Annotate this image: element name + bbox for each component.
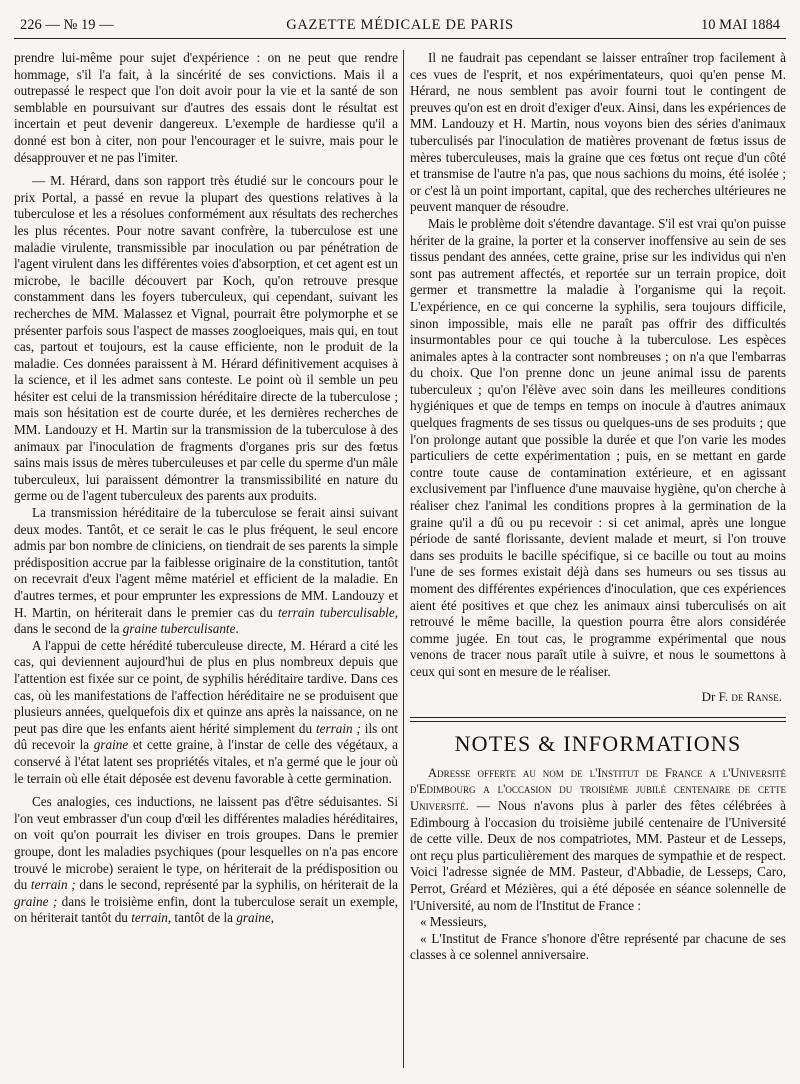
- news-item: Adresse offerte au nom de l'Institut de France a l'Université d'Edimbourg a l'occasion du troisième jubilé centenaire de cette Université. — Nous n'avons plus à parler des fêtes célébrées à Edimbourg à l'occasion du troisième jubilé centenaire de l'Université de cette ville. Deux de nos compatriotes, MM. Pasteur et de Lesseps, ont reçu plus particulièrement des marques de sympathie et de respect. Voici l'adresse signée de MM. Pasteur, d'Abbadie, de Lesseps, Caro, Perrot, Gréard et Mézières, qui a été déposée en séance solennelle de l'Université, au nom de l'Institut de France :: [410, 765, 786, 913]
- section-divider: [410, 717, 786, 718]
- quote-line: « Messieurs,: [420, 914, 487, 930]
- right-column: [410, 50, 786, 1072]
- column-divider: [403, 50, 404, 1068]
- left-column: [14, 50, 398, 1072]
- paragraph: Il ne faudrait pas cependant se laisser entraîner trop facilement à ces vues de l'esprit, et nos expérimentateurs, quoi qu'en pense M. Hérard, ne nous semblent pas avoir fourni tout le contingent de preuves qu'on est en droit d'exiger d'eux. Ainsi, dans les expériences de MM. Landouzy et H. Martin, nous voyons bien des séries d'animaux tuberculisés par l'inoculation de matières provenant de fœtus issus de mères tuberculeuses, mais la graine que ces fœtus ont reçue d'un côté et transmise de l'autre n'a pas, que nous sachions du moins, été isolée ; or c'est là un point important, capital, que des recherches ultérieures ne peuvent manquer de résoudre.: [410, 50, 786, 215]
- paragraph: A l'appui de cette hérédité tuberculeuse directe, M. Hérard a cité les cas, qui deviennent aujourd'hui de plus en plus nombreux depuis que l'attention est fixée sur ce point, de syphilis héréditaire tardive. Dans ces cas, où les manifestations de l'affection héréditaire ne se produisent que plusieurs années, quelquefois dix et quinze ans après la naissance, on ne peut pas dire que les enfants aient hérité simplement du terrain ; ils ont dû recevoir la graine et cette graine, à l'instar de celle des végétaux, a conservé à l'état latent ses propriétés vitales, et n'a germé que le jour où le terrain où elle était déposée est devenu favorable à cette germination.: [14, 637, 398, 786]
- quote-line: « L'Institut de France s'honore d'être représenté par chacune de ses classes à ce solennel anniversaire.: [410, 930, 786, 963]
- author-signature: Dr F. de Ranse.: [701, 688, 782, 704]
- page-header: [14, 16, 786, 39]
- journal-title: GAZETTE MÉDICALE DE PARIS: [286, 17, 514, 33]
- paragraph: prendre lui-même pour sujet d'expérience : on ne peut que rendre hommage, s'il l'a fait, à la sincérité de ses convictions. Mais il a outrepassé le respect que l'on doit avoir pour la vie et la santé de son semblable en poursuivant sur d'autres des essais dont le résultat est incertain et peut devenir dangereux. L'exemple de hardiesse qu'il a donné est bon à citer, non pour l'encourager et le suivre, mais pour le désapprouver et ne pas l'imiter.: [14, 50, 398, 165]
- news-item-heading: Adresse offerte au nom de l'Institut de France a l'Université d'Edimbourg a l'occasion du troisième jubilé centenaire de cette Université.: [410, 765, 786, 813]
- section-divider-thin: [410, 721, 786, 722]
- paragraph: La transmission héréditaire de la tuberculose se ferait ainsi suivant deux modes. Tantôt, et ce serait le cas le plus fréquent, le seul encore admis par bon nombre de cliniciens, on tiendrait de ses parents la simple prédisposition accrue par la faiblesse originaire de la constitution, tantôt on recevrait d'eux l'agent même matériel et efficient de la maladie. En d'autres termes, et pour emprunter les expressions de MM. Landouzy et H. Martin, on hériterait dans le premier cas du terrain tuberculisable, dans le second de la graine tuberculisante.: [14, 505, 398, 637]
- issue-date: 10 MAI 1884: [701, 17, 780, 33]
- paragraph: — M. Hérard, dans son rapport très étudié sur le concours pour le prix Portal, a passé en revue la plupart des questions relatives à la tuberculose et les a résolues conformément aux résultats des recherches les plus récentes. Pour notre savant confrère, la tuberculose est une maladie virulente, transmissible par inoculation ou par pénétration de l'agent virulent dans les différentes voies d'absorption, et cet agent est un microbe, le bacille découvert par Koch, qu'on retrouve presque constamment dans les foyers tuberculeux, qui cependant, suivant les recherches de MM. Malassez et Vignal, pourrait être polymorphe et se présenter parfois sous l'aspect de masses zoogloeiques, mais qui, en tout cas, partout et toujours, est la cause efficiente, non le produit de la maladie. Ces données paraissent à M. Hérard définitivement acquises à la science, et il les admet sans conteste. Le point où il semble un peu hésiter est celui de la transmission héréditaire directe de la tuberculose ; mais son hésitation est de courte durée, et les dernières recherches de MM. Landouzy et H. Martin sur la transmission de la tuberculose à des animaux par l'inoculation de fragments d'organes pris sur des fœtus sains mais issus de mères tuberculeuses et par celle du sperme d'un mâle tuberculeux, lui paraissent démontrer la transmissibilité en nature du germe ou de l'agent tuberculeux des parents aux produits.: [14, 173, 398, 504]
- section-title: NOTES & INFORMATIONS: [454, 731, 742, 757]
- paragraph: Ces analogies, ces inductions, ne laissent pas d'être séduisantes. Si l'on veut embrasser d'un coup d'œil les différentes maladies héréditaires, on voit qu'on pourrait les diviser en trois groupes. Dans le premier groupe, dont les maladies psychiques (pour lesquelles on n'a pas encore trouvé le microbe) seraient le type, on hériterait de la prédisposition ou du terrain ; dans le second, représenté par la syphilis, on hériterait de la graine ; dans le troisième enfin, dont la tuberculose serait un exemple, on hériterait tantôt du terrain, tantôt de la graine,: [14, 794, 398, 926]
- page-number: 226 — № 19 —: [20, 17, 114, 33]
- paragraph: Mais le problème doit s'étendre davantage. S'il est vrai qu'on puisse hériter de la graine, la porter et la conserver inoffensive au sein de ses tissus pendant des années, cette graine, prise sur les individus qui n'en sont pas autrement affectés, et reportée sur un terrain propice, doit germer et transmettre la maladie à l'organisme qui la reçoit. L'expérience, en ce qui concerne la syphilis, sera toujours difficile, sinon impossible, mais elle ne paraît pas offrir des difficultés insurmontables pour ce qui touche à la tuberculose. Les espèces animales aptes à la contracter sont nombreuses ; on n'a que l'embarras du choix. Que l'on prenne donc un jeune animal issu de parents tuberculeux ; qu'on l'élève avec soin dans les meilleures conditions hygiéniques et que de temps en temps on inocule à d'autres animaux quelques fragments de ses tissus ou quelques-uns de ses produits ; que l'on prolonge autant que possible la durée et que l'on varie les modes particuliers de cette expérimentation ; puis, en se mettant en garde contre toute cause de contamination extérieure, et en agissant exclusivement par l'influence d'une mauvaise hygiène, qu'on cherche à réaliser chez l'animal les conditions propres à la germination de la graine qu'il a dû ou pu recevoir : si cet animal, après une longue période de santé florissante, devient malade et meurt, si l'on trouve dans ses produits le bacille spécifique, si ce bacille ou tout au moins l'une de ses formes existait déjà dans ses humeurs ou ses tissus au moment des différentes expériences d'inoculation, que ces expériences aient été positives et que chez les animaux ainsi tuberculisés on ait retrouvé le même bacille, la question pourra être alors considérée comme jugée. En tout cas, le programme expérimental que nous venons de tracer nous paraît utile à suivre, et nous le soumettons à ceux qui sont en mesure de le réaliser.: [410, 215, 786, 679]
